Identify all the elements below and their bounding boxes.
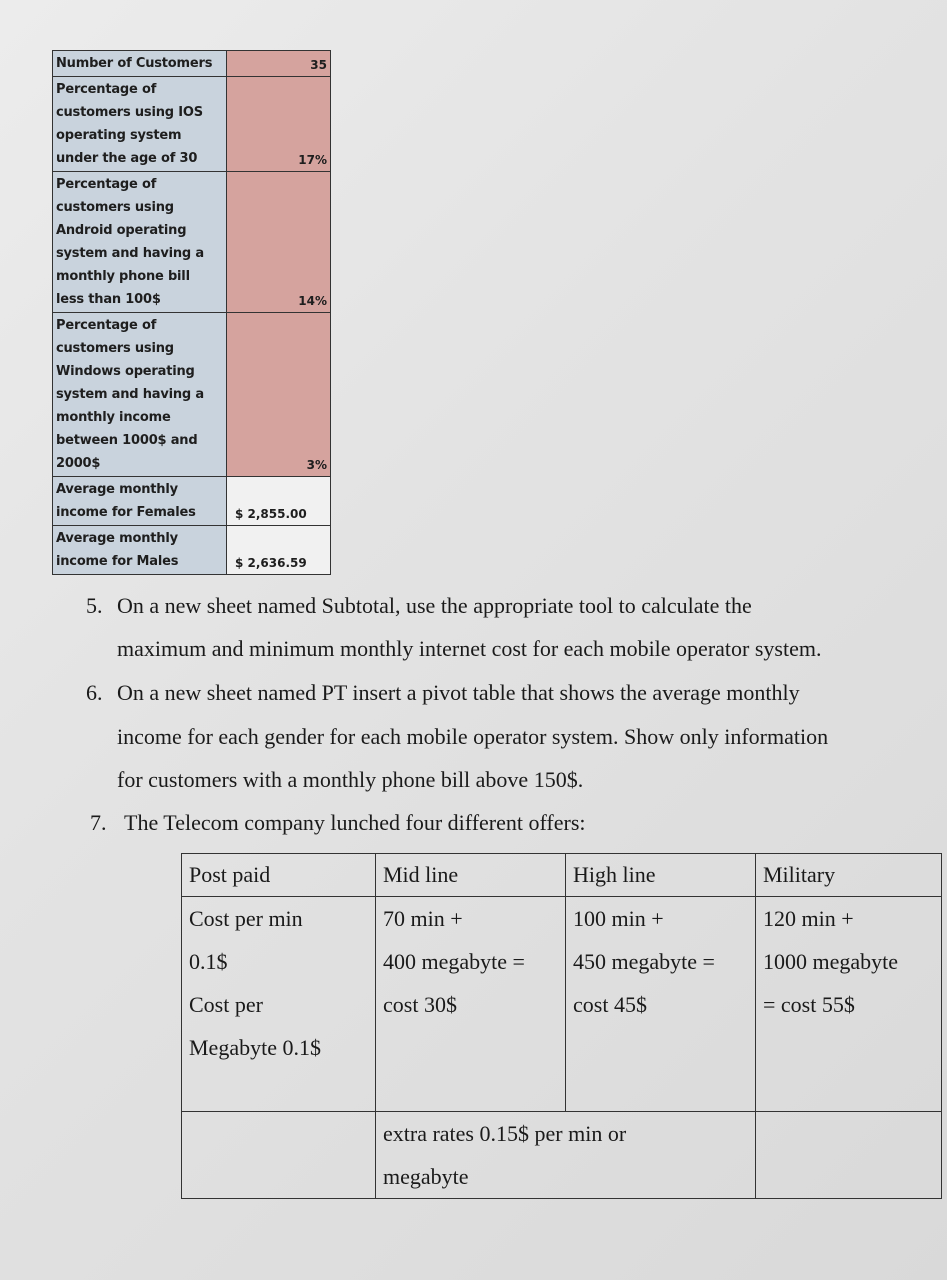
- row-label: Percentage of customers using IOS operating system under the age of 30: [53, 77, 227, 172]
- female-income-value: $ 2,855.00: [227, 477, 331, 526]
- ios-percentage-value: 17%: [227, 77, 331, 172]
- row-label: Average monthly income for Males: [53, 526, 227, 575]
- military-details: 120 min + 1000 megabyte = cost 55$: [756, 897, 942, 1112]
- sheet-row: [53, 172, 331, 313]
- question-7-line-1: The Telecom company lunched four different offers:: [124, 810, 586, 835]
- post-paid-details: Cost per min 0.1$ Cost per Megabyte 0.1$: [182, 897, 376, 1112]
- question-6-line-1: On a new sheet named PT insert a pivot table that shows the average monthly: [117, 680, 800, 705]
- row-label: Average monthly income for Females: [53, 477, 227, 526]
- number-of-customers-value: 35: [227, 51, 331, 77]
- windows-percentage-value: 3%: [227, 313, 331, 477]
- question-6-line-3: for customers with a monthly phone bill above 150$.: [117, 767, 584, 792]
- mid-line-details: 70 min + 400 megabyte = cost 30$: [376, 897, 566, 1112]
- header-high-line: High line: [566, 854, 756, 897]
- male-income-value: $ 2,636.59: [227, 526, 331, 575]
- sheet-row: [53, 51, 331, 77]
- header-military: Military: [756, 854, 942, 897]
- sheet-row: [53, 313, 331, 477]
- question-7-number: 7.: [90, 810, 107, 835]
- question-6-line-2: income for each gender for each mobile operator system. Show only information: [117, 724, 829, 749]
- offers-extra-row: [182, 1112, 942, 1199]
- row-label: Number of Customers: [53, 51, 227, 77]
- high-line-details: 100 min + 450 megabyte = cost 45$: [566, 897, 756, 1112]
- offers-header-row: [182, 854, 942, 897]
- sheet-row: [53, 526, 331, 575]
- summary-sheet: [52, 50, 331, 575]
- question-6-number: 6.: [86, 680, 103, 705]
- question-5-line-2: maximum and minimum monthly internet cost for each mobile operator system.: [117, 636, 822, 661]
- sheet-row: [53, 477, 331, 526]
- question-5-line-1: On a new sheet named Subtotal, use the appropriate tool to calculate the: [117, 593, 752, 618]
- empty-cell: [756, 1112, 942, 1199]
- offers-table: [181, 853, 942, 1199]
- question-5-number: 5.: [86, 593, 103, 618]
- row-label: Percentage of customers using Android operating system and having a monthly phone bill less than 100$: [53, 172, 227, 313]
- row-label: Percentage of customers using Windows operating system and having a monthly income between 1000$ and 2000$: [53, 313, 227, 477]
- empty-cell: [182, 1112, 376, 1199]
- header-mid-line: Mid line: [376, 854, 566, 897]
- offers-detail-row: [182, 897, 942, 1112]
- sheet-row: [53, 77, 331, 172]
- android-percentage-value: 14%: [227, 172, 331, 313]
- extra-rates-note: extra rates 0.15$ per min or megabyte: [376, 1112, 756, 1199]
- header-post-paid: Post paid: [182, 854, 376, 897]
